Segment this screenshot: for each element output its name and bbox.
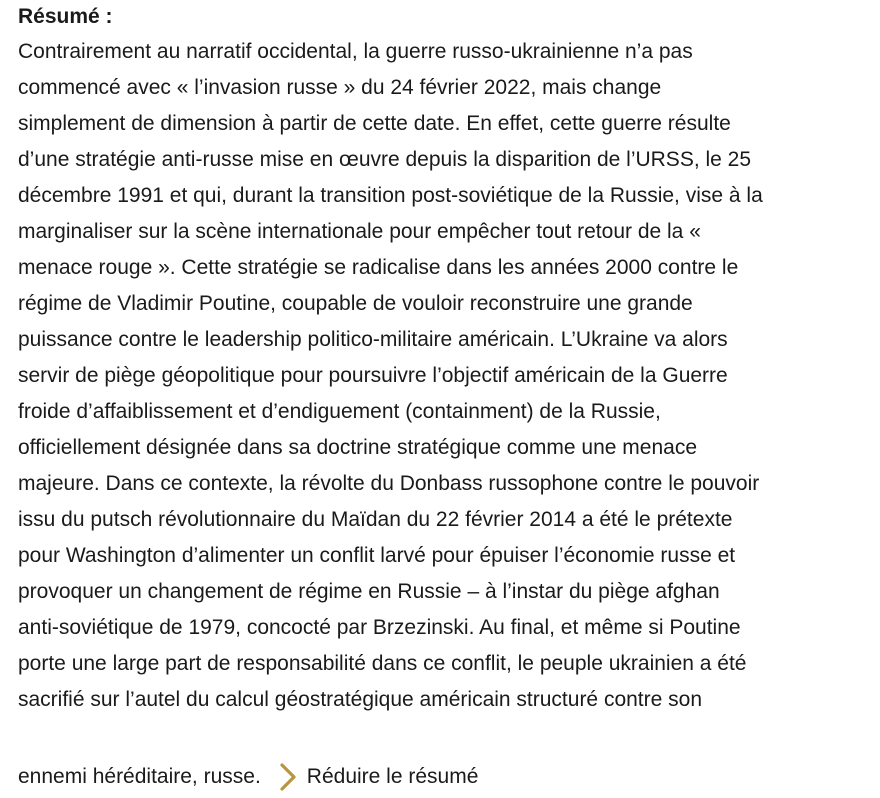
- abstract-last-line: ennemi héréditaire, russe.: [18, 765, 261, 788]
- collapse-abstract-label[interactable]: Réduire le résumé: [306, 765, 479, 788]
- abstract-line: pour Washington d’alimenter un conflit larvé pour épuiser l’économie russe et: [18, 544, 736, 567]
- abstract-line: d’une stratégie anti-russe mise en œuvre depuis la disparition de l’URSS, le 25: [18, 148, 752, 171]
- abstract-line: majeure. Dans ce contexte, la révolte du Donbass russophone contre le pouvoir: [18, 472, 760, 495]
- abstract-line: anti-soviétique de 1979, concocté par Brzezinski. Au final, et même si Poutine: [18, 616, 741, 639]
- abstract: [18, 0, 868, 718]
- abstract-heading: Résumé :: [18, 5, 113, 28]
- abstract-line: puissance contre le leadership politico-militaire américain. L’Ukraine va alors: [18, 328, 728, 351]
- abstract-line: porte une large part de responsabilité dans ce conflit, le peuple ukrainien a été: [18, 652, 747, 675]
- abstract-line: menace rouge ». Cette stratégie se radicalise dans les années 2000 contre le: [18, 256, 739, 279]
- abstract-line: froide d’affaiblissement et d’endiguement (containment) de la Russie,: [18, 400, 661, 423]
- abstract-line: issu du putsch révolutionnaire du Maïdan du 22 février 2014 a été le prétexte: [18, 508, 733, 531]
- abstract-line: officiellement désignée dans sa doctrine stratégique comme une menace: [18, 436, 698, 459]
- abstract-tail: [18, 758, 478, 796]
- abstract-line: simplement de dimension à partir de cette date. En effet, cette guerre résulte: [18, 112, 731, 135]
- abstract-body: [18, 34, 868, 718]
- collapse-abstract-link[interactable]: [277, 761, 479, 793]
- chevron-right-icon: [277, 761, 299, 793]
- abstract-line: Contrairement au narratif occidental, la guerre russo-ukrainienne n’a pas: [18, 40, 693, 63]
- abstract-line: commencé avec « l’invasion russe » du 24 février 2022, mais change: [18, 76, 662, 99]
- abstract-line: marginaliser sur la scène internationale pour empêcher tout retour de la «: [18, 220, 701, 243]
- abstract-line: régime de Vladimir Poutine, coupable de vouloir reconstruire une grande: [18, 292, 693, 315]
- abstract-line: décembre 1991 et qui, durant la transition post-soviétique de la Russie, vise à la: [18, 184, 763, 207]
- abstract-line: sacrifié sur l’autel du calcul géostratégique américain structuré contre son: [18, 688, 703, 711]
- abstract-line: provoquer un changement de régime en Russie – à l’instar du piège afghan: [18, 580, 720, 603]
- abstract-line: servir de piège géopolitique pour poursuivre l’objectif américain de la Guerre: [18, 364, 728, 387]
